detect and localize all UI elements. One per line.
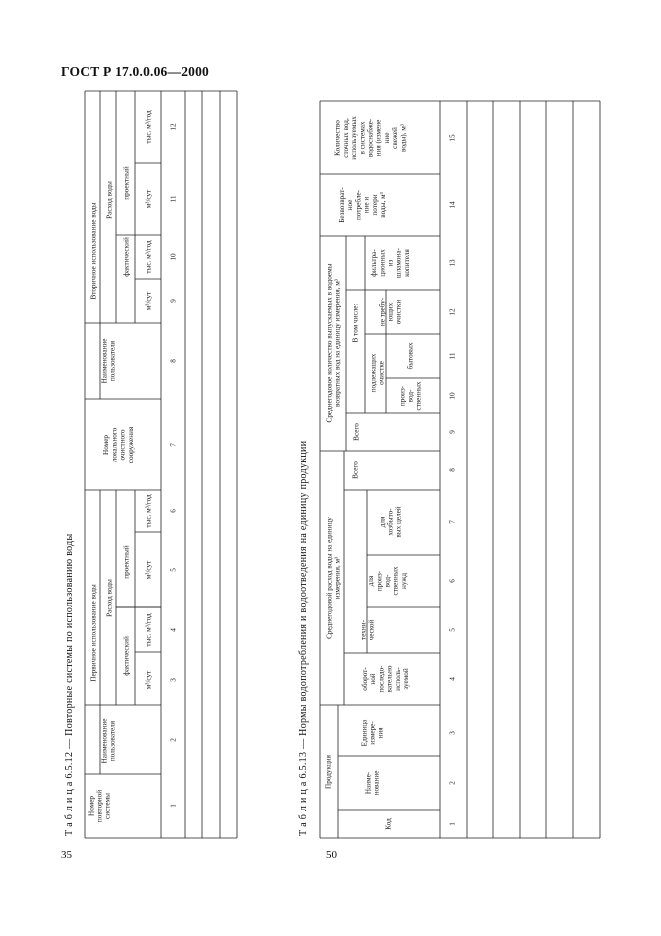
table2-column-number: 7: [448, 520, 457, 524]
table2-column-number: 1: [448, 822, 457, 826]
table2-column-number: 13: [448, 259, 457, 267]
table1-column-number: 1: [169, 804, 178, 808]
table2-header-no-treatment: не требу-ющихочистки: [378, 297, 403, 327]
table1-column-number: 3: [169, 678, 178, 682]
table2-header-total-2: Всего: [352, 423, 361, 441]
table2-header-industrial: произ-вод-ственных: [398, 381, 423, 411]
table1-column-number: 7: [169, 443, 178, 447]
table1-m3-day-3: м³/сут: [144, 291, 153, 311]
table2-column-number: 11: [448, 352, 457, 360]
table2-header-household: дляхозбыто-вых целей: [378, 506, 403, 538]
table1-column-number: 4: [169, 628, 178, 632]
table2-column-number: 3: [448, 731, 457, 735]
page-number-right: 50: [326, 849, 337, 861]
table1-column-number: 8: [169, 359, 178, 363]
table2-header-unit: Единицаизмере-ния: [360, 719, 385, 747]
table2-column-number: 14: [448, 201, 457, 209]
table1-m3-day-2: м³/сут: [144, 560, 153, 580]
table2-header-consumption: Среднегодовой расход воды на единицуизмерения, м³: [325, 517, 342, 639]
table2-column-number: 6: [448, 579, 457, 583]
table1-header-primary: Первичное использование воды: [89, 584, 98, 682]
table1-header-secondary-user: Наименованиепользователя: [100, 338, 117, 384]
table1-header-design: проектный: [122, 545, 131, 579]
table2-column-number: 2: [448, 781, 457, 785]
table2-column-number: 9: [448, 430, 457, 434]
table2-header-domestic: бытовых: [406, 342, 415, 370]
table2-column-number: 12: [448, 308, 457, 316]
table2-column-number: 5: [448, 628, 457, 632]
table1-column-number: 6: [169, 509, 178, 513]
table2-column-number: 15: [448, 134, 457, 142]
table1-header-local-facility: Номерлокальногоочистногосооружения: [102, 426, 135, 464]
page-number-left: 35: [61, 849, 72, 861]
table1-kyear-4: тыс. м³/год: [144, 110, 153, 144]
table1-header-system-no: Номерповторнойсистемы: [87, 789, 112, 823]
table2-header-irretrievable: Безвозврат-ноепотребле-ние ипотериводы, м³: [338, 187, 387, 223]
table2-header-discharge: Среднегодовое количество выпускаемых в водоемывозвратных вод на единицу измерения, м³: [325, 263, 342, 423]
table2-column-number: 10: [448, 392, 457, 400]
table2-header-code: Код: [384, 818, 393, 830]
table2-column-number: 8: [448, 468, 457, 472]
table2-header-sewage: Количествосточных вод,используемыхв системахводоснабже-ния (изменениесвежейводы), м³: [333, 116, 408, 160]
table1-header-water-flow-2: Расход воды: [105, 181, 114, 219]
table1-column-number: 9: [169, 299, 178, 303]
table1-header-actual: фактический: [122, 636, 131, 676]
table2-header-filtration: фильтра-ционныхизшламона-копителя: [370, 248, 411, 278]
table1-header-design-2: проектный: [122, 166, 131, 200]
table2-header-including: В том числе:: [351, 303, 360, 343]
table1-column-number: 12: [169, 123, 178, 131]
table2-header-treatment-needed: подлежащихочистке: [369, 353, 386, 393]
table1-caption: Т а б л и ц а 6.5.12 — Повторные системы по использованию воды: [64, 533, 75, 836]
table2-header-total-1: Всего: [351, 461, 360, 479]
table1-column-number: 10: [169, 253, 178, 261]
table1-column-number: 2: [169, 738, 178, 742]
table2-header-technical: техни-ческой: [359, 619, 376, 641]
table1-kyear-1: тыс. м³/год: [144, 613, 153, 647]
table2-header-product: Продукция: [324, 755, 333, 789]
table1-header-water-flow: Расход воды: [105, 579, 114, 617]
table2-caption: Т а б л и ц а 6.5.13 — Нормы водопотребления и водоотведения на единицу продукции: [298, 440, 309, 836]
table1-m3-day-1: м³/сут: [144, 670, 153, 690]
table1-header-actual-2: фактический: [122, 237, 131, 277]
table2-header-production: дляпроиз-вод-ственныхнужд: [367, 566, 408, 596]
standard-header: ГОСТ Р 17.0.0.06—2000: [61, 64, 209, 79]
table1-column-number: 5: [169, 568, 178, 572]
table1-m3-day-4: м³/сут: [144, 189, 153, 209]
table1-header-secondary: Вторичное использование воды: [89, 202, 98, 300]
table1-column-number: 11: [169, 195, 178, 203]
table2-header-recycled: оборот-нойпоследо-вательноисполь-зуемой: [361, 665, 410, 693]
table1-kyear-2: тыс. м³/год: [144, 494, 153, 528]
table2-header-name: Наиме-нование: [364, 770, 381, 796]
table1-header-primary-user: Наименованиепользователя: [100, 718, 117, 764]
table2-column-number: 4: [448, 677, 457, 681]
table1-kyear-3: тыс. м³/год: [144, 240, 153, 274]
